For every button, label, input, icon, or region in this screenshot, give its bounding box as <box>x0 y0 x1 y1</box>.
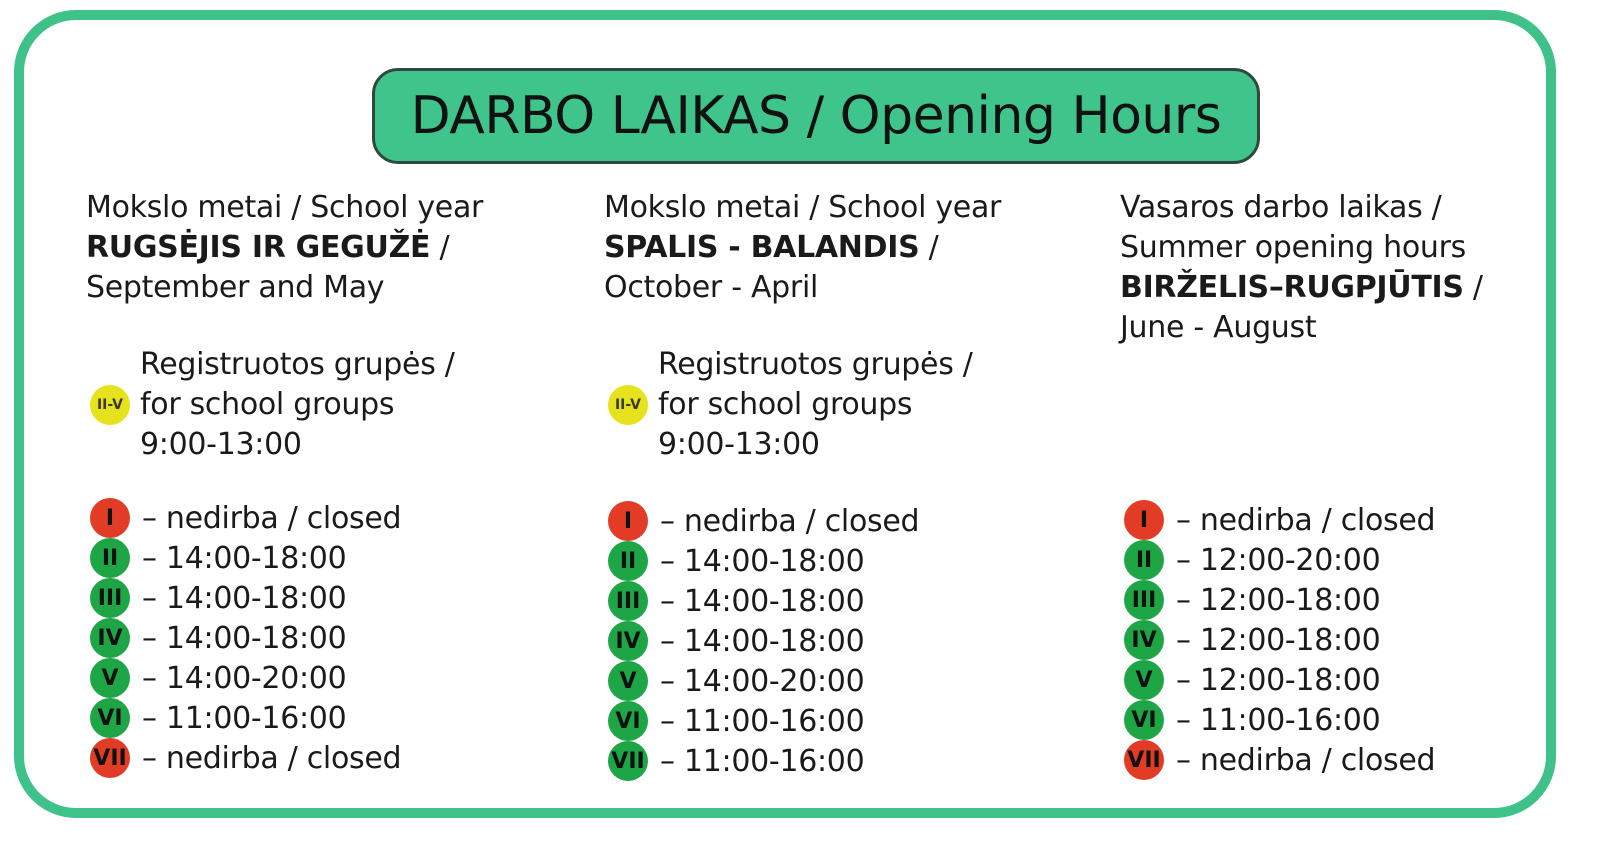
day-badge: I <box>90 498 130 538</box>
day-hours: – 14:00-18:00 <box>660 543 865 579</box>
season-months-bold: RUGSĖJIS IR GEGUŽĖ <box>86 230 431 265</box>
day-row <box>86 578 401 618</box>
day-badge: VI <box>90 698 130 738</box>
day-badge: II <box>90 538 130 578</box>
day-hours: – 12:00-18:00 <box>1176 582 1381 618</box>
day-hours: – 14:00-18:00 <box>142 540 347 576</box>
day-hours: – nedirba / closed <box>1176 502 1436 538</box>
title-banner <box>372 68 1260 164</box>
day-row <box>1120 540 1435 580</box>
day-row <box>604 621 919 661</box>
season-months-en: June - August <box>1120 310 1317 345</box>
day-row <box>1120 740 1435 780</box>
day-badge: V <box>608 661 648 701</box>
day-row <box>1120 660 1435 700</box>
day-badge: I <box>1124 500 1164 540</box>
weekday-hours-list <box>86 498 401 778</box>
day-hours: – nedirba / closed <box>660 503 920 539</box>
day-row <box>604 741 919 781</box>
day-badge: VII <box>1124 740 1164 780</box>
season-months <box>86 228 556 268</box>
day-hours: – 14:00-18:00 <box>660 623 865 659</box>
day-badge: I <box>608 501 648 541</box>
season-months-bold: SPALIS - BALANDIS <box>604 230 920 265</box>
groups-line: Registruotos grupės / <box>140 347 455 382</box>
day-hours: – nedirba / closed <box>1176 742 1436 778</box>
groups-line: 9:00-13:00 <box>140 427 302 462</box>
day-hours: – 14:00-18:00 <box>142 580 347 616</box>
season-months <box>604 228 1074 268</box>
schedule-column-summer <box>1120 188 1580 778</box>
day-hours: – 14:00-20:00 <box>660 663 865 699</box>
day-hours: – 11:00-16:00 <box>142 700 347 736</box>
day-badge: IV <box>90 618 130 658</box>
day-hours: – nedirba / closed <box>142 500 402 536</box>
groups-line: 9:00-13:00 <box>658 427 820 462</box>
day-row <box>1120 700 1435 740</box>
season-months-suffix: / <box>430 230 450 265</box>
day-badge: VII <box>90 738 130 778</box>
day-hours: – 11:00-16:00 <box>1176 702 1381 738</box>
day-row <box>86 538 401 578</box>
day-row <box>604 581 919 621</box>
day-badge: III <box>608 581 648 621</box>
season-label: Summer opening hours <box>1120 230 1466 265</box>
season-months-en: September and May <box>86 270 385 305</box>
group-days-badge: II-V <box>608 385 648 425</box>
day-row <box>86 498 401 538</box>
day-badge: VII <box>608 741 648 781</box>
day-hours: – 11:00-16:00 <box>660 703 865 739</box>
season-months <box>1120 268 1580 308</box>
day-hours: – nedirba / closed <box>142 740 402 776</box>
day-hours: – 12:00-18:00 <box>1176 662 1381 698</box>
season-label: Mokslo metai / School year <box>86 190 484 225</box>
day-row <box>86 658 401 698</box>
day-badge: II <box>608 541 648 581</box>
groups-line: for school groups <box>658 387 913 422</box>
season-months-suffix: / <box>919 230 939 265</box>
day-badge: V <box>90 658 130 698</box>
day-row <box>604 661 919 701</box>
season-months-bold: BIRŽELIS–RUGPJŪTIS <box>1120 270 1464 305</box>
group-days-badge: II-V <box>90 385 130 425</box>
day-row <box>604 501 919 541</box>
day-badge: IV <box>608 621 648 661</box>
day-hours: – 14:00-20:00 <box>142 660 347 696</box>
season-months-en: October - April <box>604 270 819 305</box>
day-row <box>604 541 919 581</box>
schedule-column-september-may <box>86 188 556 776</box>
day-badge: V <box>1124 660 1164 700</box>
day-hours: – 11:00-16:00 <box>660 743 865 779</box>
day-hours: – 12:00-18:00 <box>1176 622 1381 658</box>
day-hours: – 14:00-18:00 <box>142 620 347 656</box>
day-row <box>1120 580 1435 620</box>
day-row <box>86 618 401 658</box>
season-label: Vasaros darbo laikas / <box>1120 190 1442 225</box>
day-row <box>86 738 401 778</box>
groups-line: for school groups <box>140 387 395 422</box>
day-badge: IV <box>1124 620 1164 660</box>
day-row <box>86 698 401 738</box>
season-months-suffix: / <box>1463 270 1483 305</box>
day-badge: VI <box>1124 700 1164 740</box>
day-badge: VI <box>608 701 648 741</box>
page-title: DARBO LAIKAS / Opening Hours <box>410 86 1222 146</box>
schedule-column-october-april <box>604 188 1074 779</box>
weekday-hours-list <box>1120 500 1435 780</box>
day-row <box>1120 620 1435 660</box>
school-groups-info <box>86 345 455 465</box>
weekday-hours-list <box>604 501 919 781</box>
day-badge: III <box>1124 580 1164 620</box>
school-groups-info <box>604 345 973 465</box>
groups-line: Registruotos grupės / <box>658 347 973 382</box>
day-badge: II <box>1124 540 1164 580</box>
season-label: Mokslo metai / School year <box>604 190 1002 225</box>
day-row <box>604 701 919 741</box>
day-badge: III <box>90 578 130 618</box>
day-hours: – 14:00-18:00 <box>660 583 865 619</box>
day-row <box>1120 500 1435 540</box>
day-hours: – 12:00-20:00 <box>1176 542 1381 578</box>
